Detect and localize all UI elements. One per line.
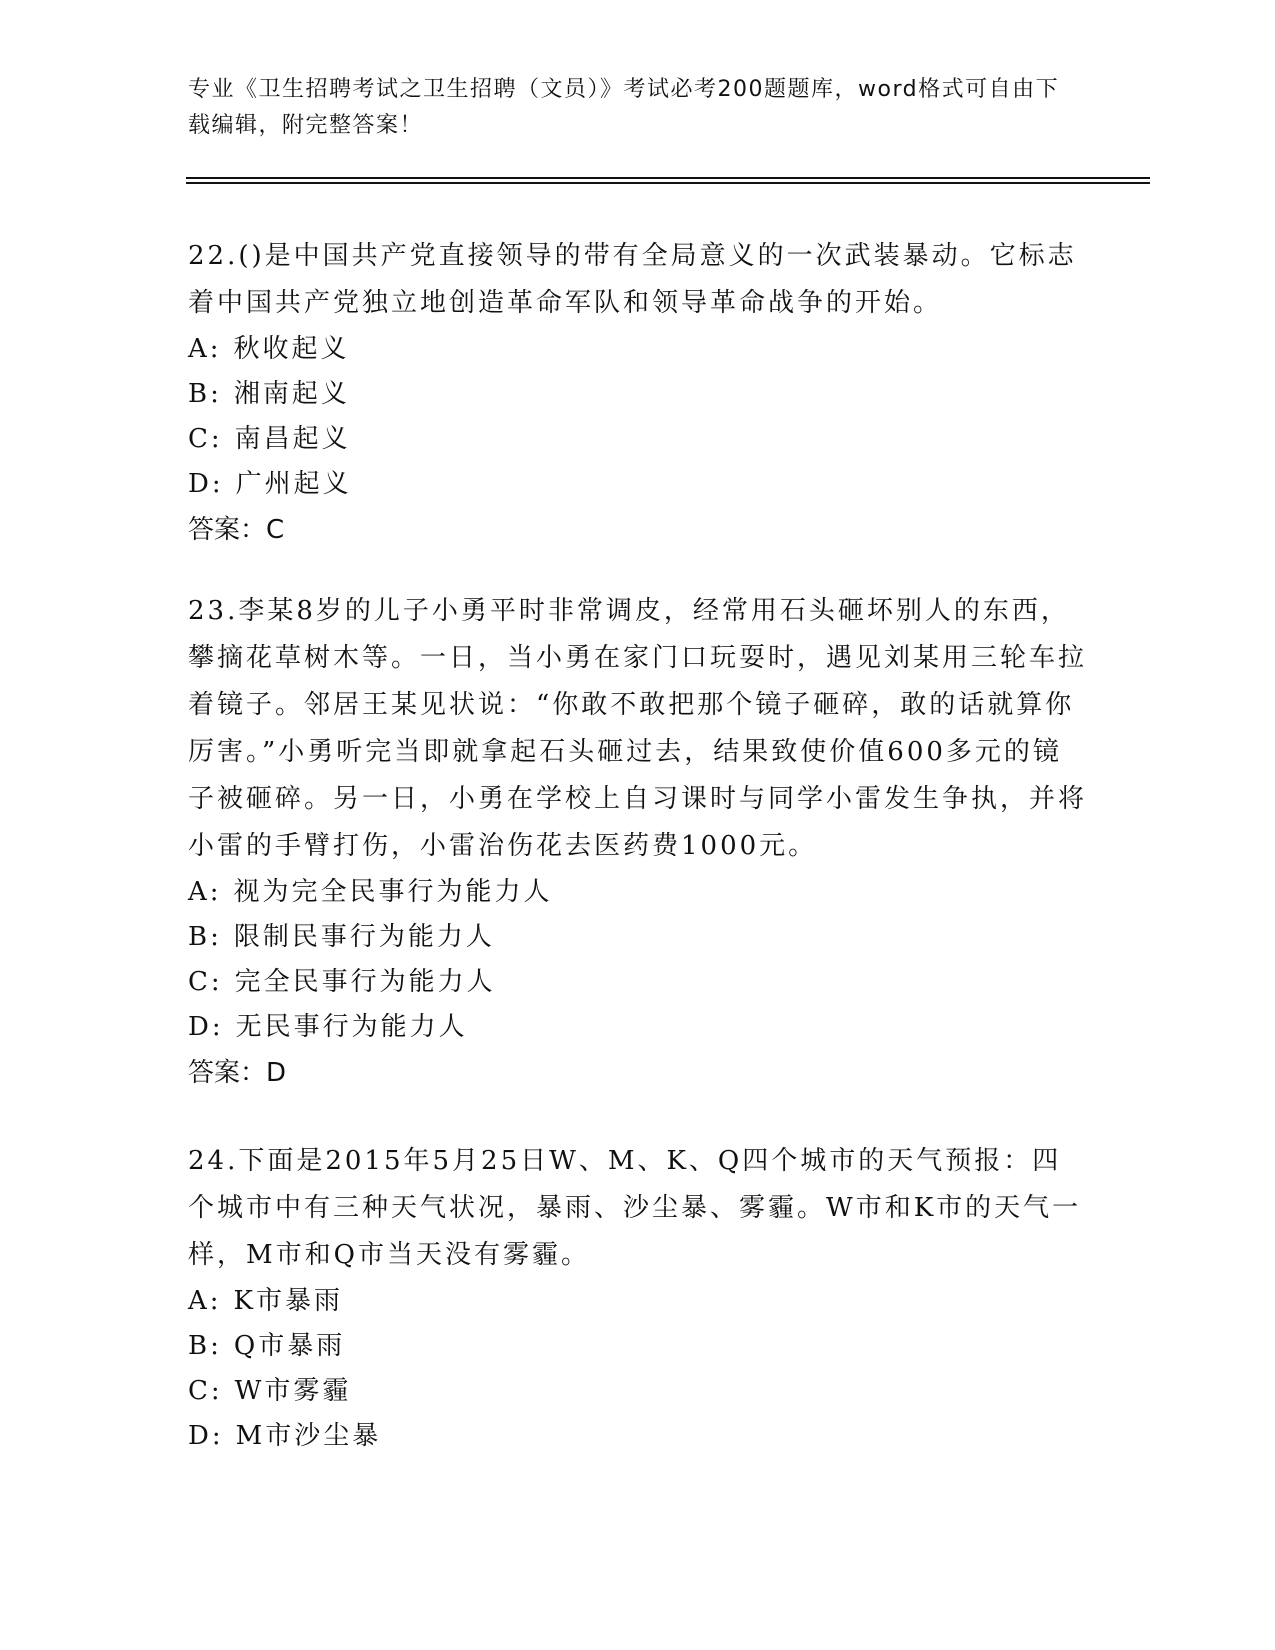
option-a (188, 1279, 1088, 1324)
option-text: 完全民事行为能力人 (234, 967, 496, 997)
question-22 (188, 233, 1088, 553)
question-23 (188, 588, 1088, 1096)
option-b (188, 1324, 1088, 1369)
header-divider-top (186, 177, 1150, 179)
option-text: Q市暴雨 (233, 1331, 346, 1361)
question-stem: 24.下面是2015年5月25日W、M、K、Q四个城市的天气预报：四个城市中有三种天气状况，暴雨、沙尘暴、雾霾。W市和K市的天气一样，M市和Q市当天没有雾霾。 (188, 1146, 1082, 1270)
option-text: 广州起义 (235, 469, 352, 499)
option-letter: D: (188, 469, 224, 499)
option-c (188, 960, 1088, 1005)
option-text: 湘南起义 (233, 379, 350, 409)
option-letter: B: (188, 379, 222, 409)
option-text: 秋收起义 (233, 334, 350, 364)
option-b (188, 372, 1088, 417)
option-letter: A: (188, 877, 222, 907)
option-d (188, 462, 1088, 507)
option-text: M市沙尘暴 (235, 1421, 382, 1451)
option-d (188, 1005, 1088, 1050)
option-letter: D: (188, 1012, 224, 1042)
option-letter: C: (188, 424, 223, 454)
option-text: 视为完全民事行为能力人 (233, 877, 553, 907)
option-text: 南昌起义 (234, 424, 351, 454)
option-letter: A: (188, 1286, 222, 1316)
option-text: K市暴雨 (233, 1286, 343, 1316)
document-header: 专业《卫生招聘考试之卫生招聘（文员）》考试必考200题题库，word格式可自由下载编辑，附完整答案！ (188, 77, 1060, 138)
header-divider-bottom (186, 182, 1150, 184)
option-letter: B: (188, 1331, 222, 1361)
option-letter: C: (188, 1376, 223, 1406)
question-24 (188, 1138, 1088, 1459)
option-letter: A: (188, 334, 222, 364)
option-letter: D: (188, 1421, 224, 1451)
option-text: 限制民事行为能力人 (233, 922, 495, 952)
question-stem: 22.()是中国共产党直接领导的带有全局意义的一次武装暴动。它标志着中国共产党独立地创造革命军队和领导革命战争的开始。 (188, 241, 1077, 318)
question-stem: 23.李某8岁的儿子小勇平时非常调皮，经常用石头砸坏别人的东西，攀摘花草树木等。一日，当小勇在家门口玩耍时，遇见刘某用三轮车拉着镜子。邻居王某见状说：“你敢不敢把那个镜子砸碎，敢的话就算你厉害。”小勇听完当即就拿起石头砸过去，结果致使价值600多元的镜子被砸碎。另一日，小勇在学校上自习课时与同学小雷发生争执，并将小雷的手臂打伤，小雷治伤花去医药费1000元。 (188, 596, 1088, 861)
option-text: 无民事行为能力人 (235, 1012, 468, 1042)
answer-line: 答案：D (188, 1058, 287, 1088)
option-b (188, 915, 1088, 960)
option-text: W市雾霾 (234, 1376, 352, 1406)
option-d (188, 1414, 1088, 1459)
option-letter: B: (188, 922, 222, 952)
option-a (188, 870, 1088, 915)
answer-line: 答案：C (188, 515, 285, 545)
option-c (188, 1369, 1088, 1414)
option-letter: C: (188, 967, 223, 997)
option-a (188, 327, 1088, 372)
option-c (188, 417, 1088, 462)
